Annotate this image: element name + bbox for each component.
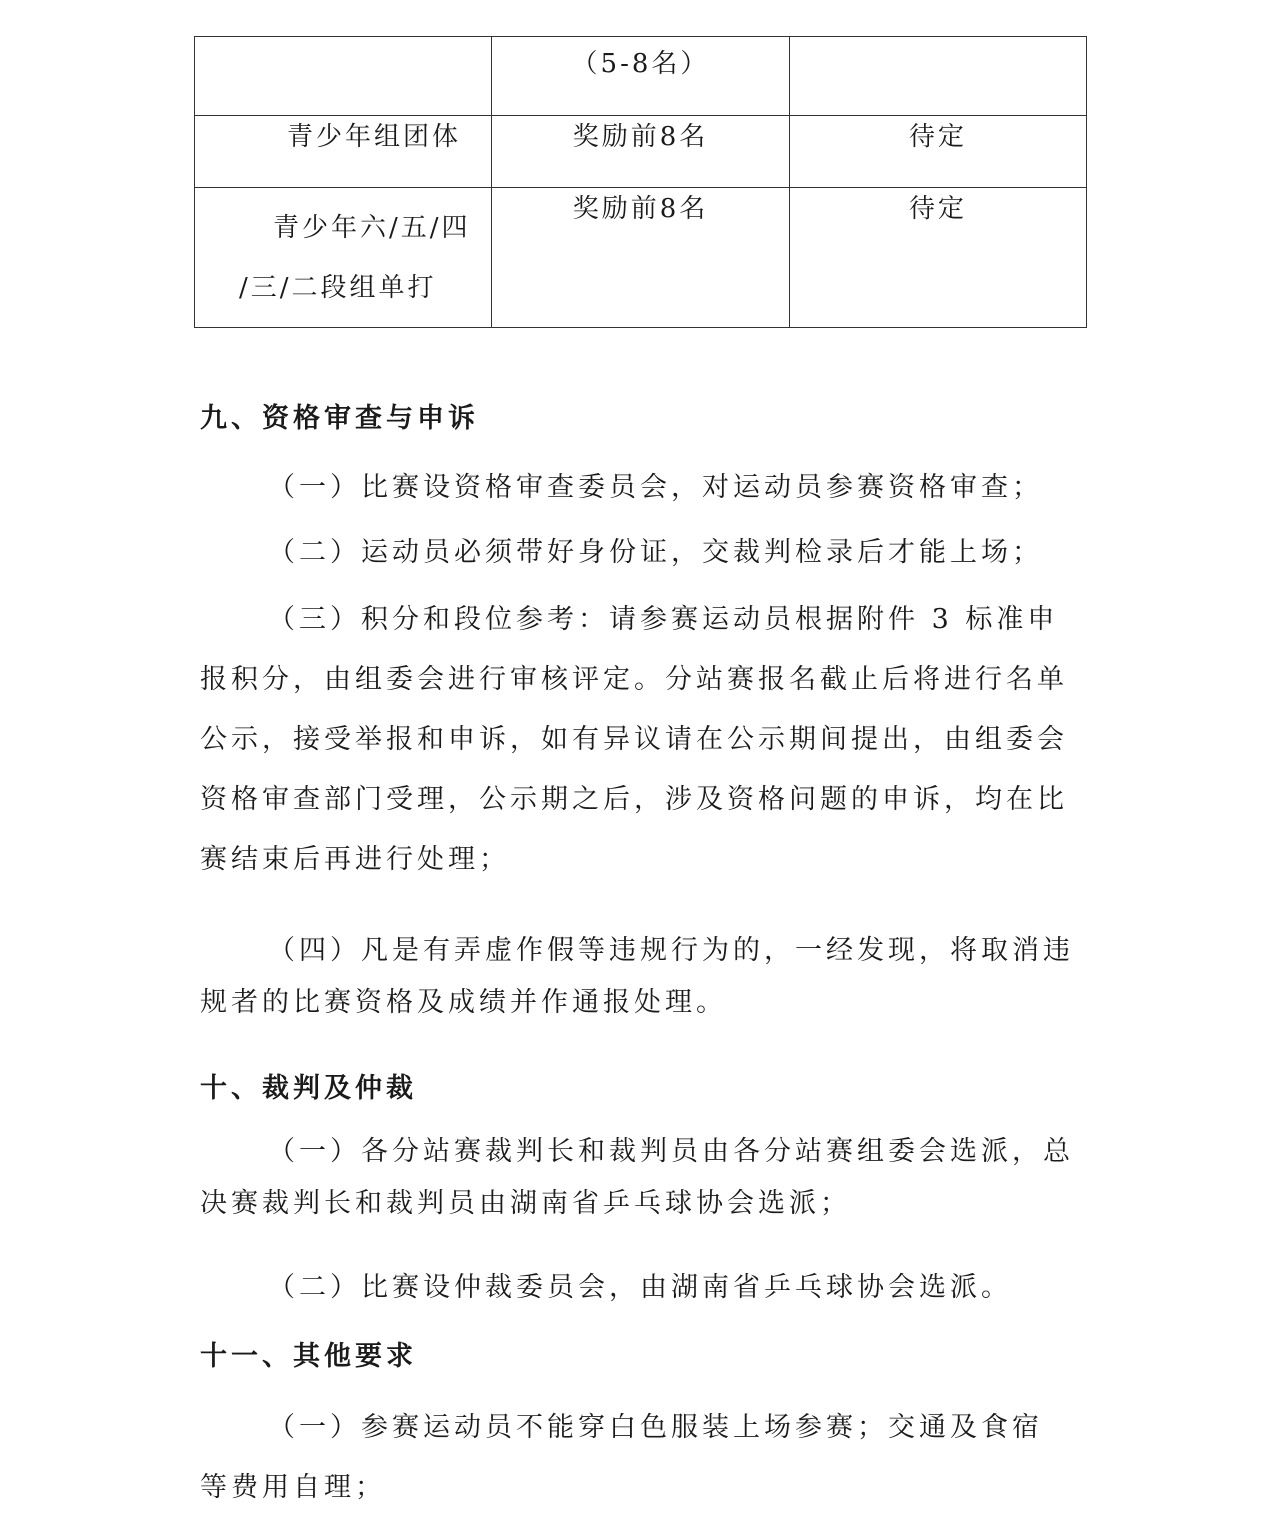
paragraph: （一）各分站赛裁判长和裁判员由各分站赛组委会选派，总决赛裁判长和裁判员由湖南省乒乓球协会选派； (200, 1136, 1074, 1219)
section-heading: 十、裁判及仲裁 (200, 1073, 417, 1104)
table-cell: 奖励前8名 (492, 188, 789, 328)
award-table (194, 36, 1087, 328)
paragraph: （一）参赛运动员不能穿白色服装上场参赛；交通及食宿等费用自理； (200, 1412, 1043, 1503)
paragraph: （二）比赛设仲裁委员会，由湖南省乒乓球协会选派。 (268, 1272, 1012, 1303)
table-cell: 待定 (789, 116, 1086, 188)
table-row (195, 37, 1087, 116)
section-heading: 九、资格审查与申诉 (200, 403, 479, 434)
table-cell: 待定 (789, 188, 1086, 328)
table-row (195, 188, 1087, 328)
paragraph: （二）运动员必须带好身份证，交裁判检录后才能上场； (268, 537, 1043, 568)
table-cell (195, 37, 492, 116)
table-cell (195, 188, 492, 328)
table-cell: 青少年组团体 (195, 116, 492, 188)
table-cell: （5-8名） (492, 37, 789, 116)
paragraph: （一）比赛设资格审查委员会，对运动员参赛资格审查； (268, 472, 1043, 503)
table-row (195, 116, 1087, 188)
cell-line: /三/二段组单打 (239, 273, 437, 303)
table-cell: 奖励前8名 (492, 116, 789, 188)
table-cell (789, 37, 1086, 116)
paragraph: （三）积分和段位参考：请参赛运动员根据附件 3 标准申报积分，由组委会进行审核评定。分站赛报名截止后将进行名单公示，接受举报和申诉，如有异议请在公示期间提出，由组委会资格审查部门受理，公示期之后，涉及资格问题的申诉，均在比赛结束后再进行处理； (200, 604, 1068, 875)
section-heading: 十一、其他要求 (200, 1341, 417, 1372)
paragraph: （四）凡是有弄虚作假等违规行为的，一经发现，将取消违规者的比赛资格及成绩并作通报处理。 (200, 935, 1074, 1018)
cell-line: 青少年六/五/四 (273, 213, 471, 243)
